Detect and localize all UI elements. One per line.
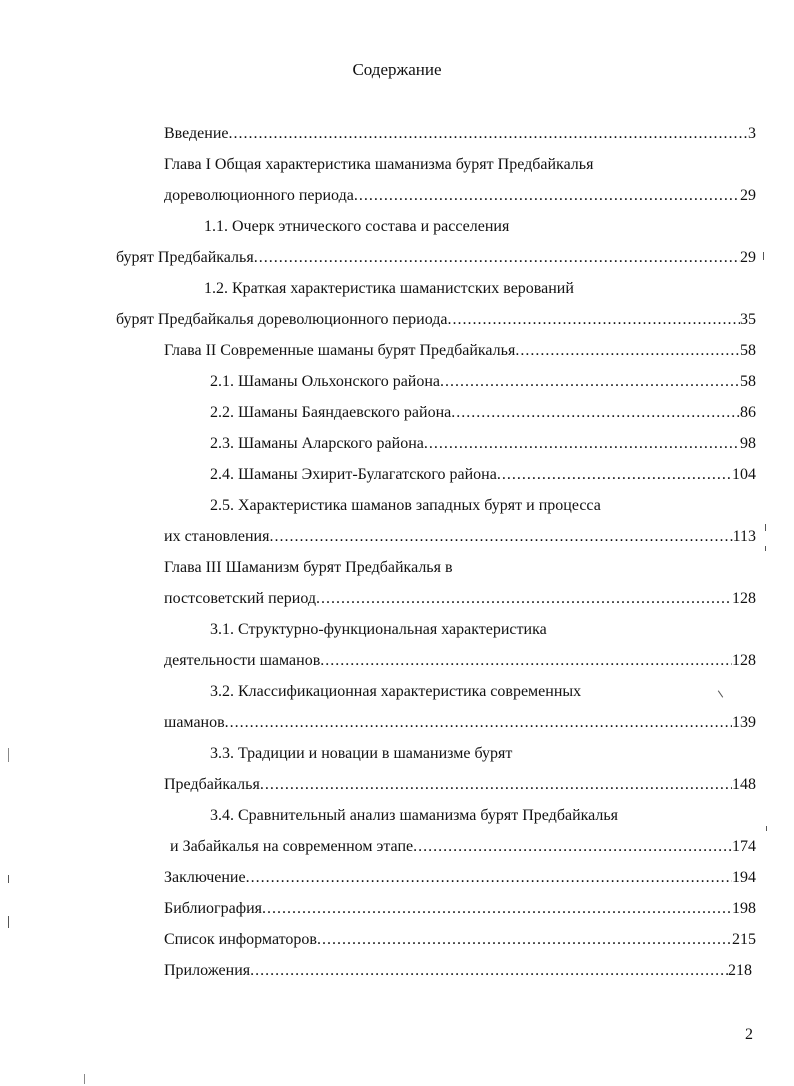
- toc-page: 29: [740, 187, 756, 204]
- toc-page: 58: [740, 373, 756, 390]
- toc-label: постсоветский период: [164, 590, 317, 607]
- toc-label: Введение: [164, 125, 229, 142]
- toc-page: 139: [732, 714, 756, 731]
- toc-entry: [210, 403, 756, 423]
- toc-page: 128: [732, 652, 756, 669]
- toc-entry: [164, 713, 756, 733]
- leader-dots: [260, 775, 732, 795]
- toc-label: Глава II Современные шаманы бурят Предбайкалья: [164, 342, 516, 359]
- toc-entry: [164, 124, 756, 144]
- toc-label: 2.4. Шаманы Эхирит-Булагатского района: [210, 466, 497, 483]
- scan-speck: [765, 524, 766, 531]
- toc-label: бурят Предбайкалья дореволюционного периода: [116, 311, 448, 328]
- toc-entry: [164, 186, 756, 206]
- leader-dots: [262, 899, 732, 919]
- scan-speck: [84, 1074, 85, 1084]
- toc-label: и Забайкалья на современном этапе: [170, 838, 414, 855]
- toc-label: 2.2. Шаманы Баяндаевского района: [210, 404, 452, 421]
- leader-dots: [440, 372, 740, 392]
- toc-entry: [210, 465, 756, 485]
- scan-speck: [8, 875, 9, 883]
- toc-heading: Глава I Общая характеристика шаманизма бурят Предбайкалья: [164, 156, 594, 173]
- toc-page: 198: [732, 900, 756, 917]
- scan-speck: [765, 546, 766, 551]
- leader-dots: [320, 651, 732, 671]
- scan-speck: [763, 252, 764, 260]
- toc-label: бурят Предбайкалья: [116, 249, 254, 266]
- toc-heading: 3.2. Классификационная характеристика современных: [210, 683, 582, 700]
- leader-dots: [254, 248, 740, 268]
- toc-page: 148: [732, 776, 756, 793]
- toc-label: Библиография: [164, 900, 262, 917]
- toc-page: 194: [732, 869, 756, 886]
- toc-page: 113: [732, 528, 756, 545]
- scan-speck: [766, 826, 767, 831]
- leader-dots: [497, 465, 732, 485]
- toc-label: дореволюционного периода: [164, 187, 354, 204]
- toc-page: 58: [740, 342, 756, 359]
- toc-entry: [164, 589, 756, 609]
- toc-heading: 3.1. Структурно-функциональная характеристика: [210, 621, 547, 638]
- leader-dots: [424, 434, 740, 454]
- toc-entry: [210, 372, 756, 392]
- leader-dots: [515, 341, 740, 361]
- scan-speck: [8, 916, 9, 928]
- toc-label: Приложения: [164, 962, 251, 979]
- toc-entry: [116, 310, 756, 330]
- toc-heading: 1.1. Очерк этнического состава и расселения: [204, 218, 510, 235]
- toc-page: 215: [732, 931, 756, 948]
- toc-entry: [164, 775, 756, 795]
- toc-heading: 3.3. Традиции и новации в шаманизме бурят: [210, 745, 513, 762]
- toc-label: Список информаторов: [164, 931, 317, 948]
- scan-speck: [8, 748, 9, 762]
- leader-dots: [269, 527, 732, 547]
- toc-label: 2.3. Шаманы Аларского района: [210, 435, 424, 452]
- leader-dots: [246, 868, 732, 888]
- toc-entry: [164, 341, 756, 361]
- leader-dots: [225, 713, 732, 733]
- toc-entry: [164, 527, 756, 547]
- toc-page: 98: [740, 435, 756, 452]
- leader-dots: [448, 310, 740, 330]
- toc-label: их становления: [164, 528, 270, 545]
- toc-heading: 1.2. Краткая характеристика шаманистских верований: [204, 280, 574, 297]
- toc-page: 29: [740, 249, 756, 266]
- toc-page: 174: [732, 838, 756, 855]
- toc-page: 104: [732, 466, 756, 483]
- toc-label: Предбайкалья: [164, 776, 260, 793]
- toc-page: 128: [732, 590, 756, 607]
- toc-entry: [116, 248, 756, 268]
- toc-page: 86: [740, 404, 756, 421]
- leader-dots: [317, 930, 732, 950]
- toc-page: 218: [728, 962, 752, 979]
- leader-dots: [354, 186, 740, 206]
- toc-entry: [164, 930, 756, 950]
- toc-entry: [164, 651, 756, 671]
- leader-dots: [229, 124, 749, 144]
- leader-dots: [250, 961, 728, 981]
- toc-label: Заключение: [164, 869, 246, 886]
- toc-entry: [210, 434, 756, 454]
- toc-entry: [164, 899, 756, 919]
- toc-entry: [164, 868, 756, 888]
- leader-dots: [316, 589, 732, 609]
- toc-heading: Глава III Шаманизм бурят Предбайкалья в: [164, 559, 453, 576]
- toc-label: деятельности шаманов: [164, 652, 321, 669]
- page-title: Содержание: [352, 60, 442, 79]
- leader-dots: [413, 837, 732, 857]
- toc-heading: 3.4. Сравнительный анализ шаманизма бурят Предбайкалья: [210, 807, 619, 824]
- toc-entry: [170, 837, 756, 857]
- toc-page: 35: [740, 311, 756, 328]
- toc-label: шаманов: [164, 714, 225, 731]
- page-number: 2: [745, 1026, 753, 1043]
- toc-page: 3: [748, 125, 756, 142]
- toc-entry: [164, 961, 752, 981]
- toc-label: 2.1. Шаманы Ольхонского района: [210, 373, 441, 390]
- toc-heading: 2.5. Характеристика шаманов западных бурят и процесса: [210, 497, 601, 514]
- scan-speck: [718, 690, 723, 697]
- leader-dots: [451, 403, 740, 423]
